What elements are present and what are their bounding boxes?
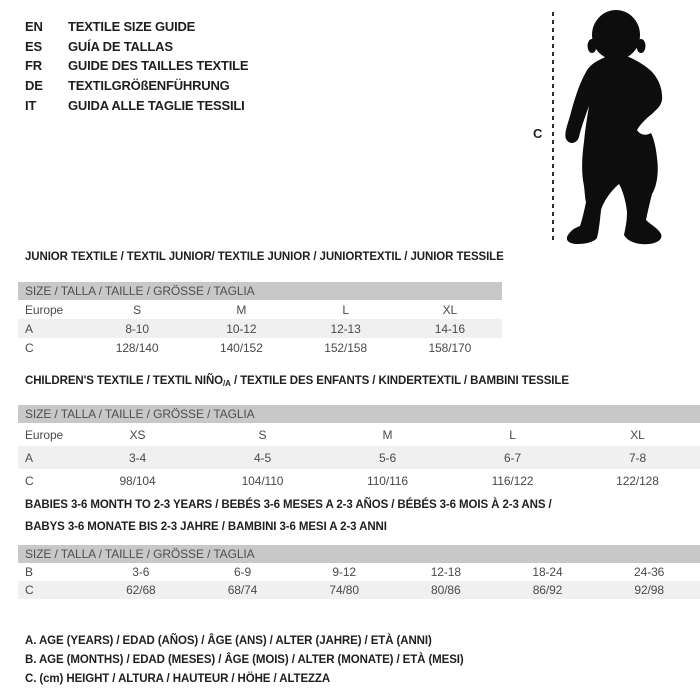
table-row bbox=[18, 581, 700, 599]
table-row bbox=[18, 423, 700, 446]
table-cell: 6-7 bbox=[503, 450, 522, 465]
language-code: FR bbox=[25, 58, 42, 74]
table-cell: 158/170 bbox=[428, 340, 472, 355]
row-label: Europe bbox=[25, 427, 64, 442]
language-title: TEXTILE SIZE GUIDE bbox=[68, 19, 196, 35]
table-cell: 7-8 bbox=[628, 450, 647, 465]
language-title: TEXTILGRÖßENFÜHRUNG bbox=[68, 78, 230, 94]
size-header-bar: SIZE / TALLA / TAILLE / GRÖSSE / TAGLIA bbox=[18, 282, 502, 300]
table-cell: 8-10 bbox=[125, 321, 149, 336]
language-code: EN bbox=[25, 19, 43, 35]
table-cell: XL bbox=[442, 302, 458, 317]
table-cell: M bbox=[236, 302, 247, 317]
table-cell: 14-16 bbox=[434, 321, 465, 336]
row-label: C bbox=[25, 340, 34, 355]
table-cell: S bbox=[133, 302, 142, 317]
table-cell: 9-12 bbox=[332, 565, 356, 579]
row-label: C bbox=[25, 583, 34, 597]
children-title-sub: /A bbox=[223, 379, 231, 388]
language-row bbox=[25, 56, 248, 76]
table-cell: M bbox=[382, 427, 393, 442]
row-label: A bbox=[25, 450, 33, 465]
table-cell: 128/140 bbox=[115, 340, 159, 355]
table-cell: 74/80 bbox=[329, 583, 359, 597]
footnote-c: C. (cm) HEIGHT / ALTURA / HAUTEUR / HÖHE / ALTEZZA bbox=[25, 672, 331, 685]
babies-table-title-line2: BABYS 3-6 MONATE BIS 2-3 JAHRE / BAMBINI 3-6 MESI A 2-3 ANNI bbox=[25, 521, 387, 533]
table-row bbox=[18, 469, 700, 492]
table-cell: 86/92 bbox=[532, 583, 563, 597]
footnote-a: A. AGE (YEARS) / EDAD (AÑOS) / ÂGE (ANS) / ALTER (JAHRE) / ETÀ (ANNI) bbox=[25, 634, 432, 647]
table-cell: 3-6 bbox=[132, 565, 150, 579]
table-cell: 140/152 bbox=[220, 340, 263, 355]
table-row bbox=[18, 300, 502, 319]
language-row bbox=[25, 76, 248, 96]
table-cell: 4-5 bbox=[253, 450, 272, 465]
table-row bbox=[18, 563, 700, 581]
language-row bbox=[25, 17, 248, 37]
table-cell: 10-12 bbox=[226, 321, 257, 336]
junior-size-table bbox=[18, 282, 502, 357]
table-cell: XS bbox=[129, 427, 146, 442]
footnote-b: B. AGE (MONTHS) / EDAD (MESES) / ÂGE (MOIS) / ALTER (MONATE) / ETÀ (MESI) bbox=[25, 653, 464, 666]
table-cell: 24-36 bbox=[634, 565, 665, 579]
children-table-title bbox=[25, 375, 569, 388]
table-cell: S bbox=[258, 427, 267, 442]
table-cell: 122/128 bbox=[616, 473, 659, 488]
table-cell: 92/98 bbox=[634, 583, 664, 597]
size-header-bar: SIZE / TALLA / TAILLE / GRÖSSE / TAGLIA bbox=[18, 405, 700, 423]
table-row bbox=[18, 446, 700, 469]
table-cell: 6-9 bbox=[233, 565, 252, 579]
table-cell: L bbox=[509, 427, 516, 442]
language-code: IT bbox=[25, 97, 37, 113]
language-code: DE bbox=[25, 78, 43, 94]
language-title: GUÍA DE TALLAS bbox=[68, 38, 173, 54]
table-row bbox=[18, 338, 502, 357]
table-cell: L bbox=[342, 302, 349, 317]
language-title-list bbox=[25, 17, 248, 115]
row-label: C bbox=[25, 473, 34, 488]
table-cell: 18-24 bbox=[532, 565, 563, 579]
footnote-list bbox=[25, 631, 464, 689]
table-cell: 12-18 bbox=[430, 565, 461, 579]
table-cell: 5-6 bbox=[378, 450, 397, 465]
babies-size-table bbox=[18, 545, 700, 599]
children-size-table bbox=[18, 405, 700, 492]
babies-table-title-line1: BABIES 3-6 MONTH TO 2-3 YEARS / BEBÉS 3-6 MESES A 2-3 AÑOS / BÉBÉS 3-6 MOIS À 2-3 ANS / bbox=[25, 499, 552, 511]
baby-silhouette-icon bbox=[562, 6, 666, 246]
table-cell: 110/116 bbox=[367, 473, 408, 488]
row-label: A bbox=[25, 321, 33, 336]
table-cell: 3-4 bbox=[128, 450, 147, 465]
language-row bbox=[25, 37, 248, 57]
table-cell: 68/74 bbox=[227, 583, 258, 597]
height-measure-label: C bbox=[533, 126, 543, 141]
table-cell: 80/86 bbox=[431, 583, 461, 597]
table-cell: 116/122 bbox=[491, 473, 534, 488]
junior-table-title: JUNIOR TEXTILE / TEXTIL JUNIOR/ TEXTILE JUNIOR / JUNIORTEXTIL / JUNIOR TESSILE bbox=[25, 251, 504, 263]
height-measure-dashed-line bbox=[552, 12, 554, 243]
language-title: GUIDA ALLE TAGLIE TESSILI bbox=[68, 97, 245, 113]
table-row bbox=[18, 319, 502, 338]
table-cell: 152/158 bbox=[324, 340, 367, 355]
table-cell: 104/110 bbox=[241, 473, 284, 488]
row-label: Europe bbox=[25, 302, 64, 317]
table-cell: 62/68 bbox=[126, 583, 156, 597]
children-title-post: / TEXTILE DES ENFANTS / KINDERTEXTIL / BAMBINI TESSILE bbox=[230, 375, 569, 387]
size-header-bar: SIZE / TALLA / TAILLE / GRÖSSE / TAGLIA bbox=[18, 545, 700, 563]
language-row bbox=[25, 95, 248, 115]
language-code: ES bbox=[25, 38, 42, 54]
table-cell: 98/104 bbox=[119, 473, 156, 488]
table-cell: XL bbox=[630, 427, 645, 442]
language-title: GUIDE DES TAILLES TEXTILE bbox=[68, 58, 249, 74]
row-label: B bbox=[25, 565, 33, 579]
table-cell: 12-13 bbox=[330, 321, 361, 336]
children-title-pre: CHILDREN'S TEXTILE / TEXTIL NIÑO bbox=[25, 375, 224, 387]
